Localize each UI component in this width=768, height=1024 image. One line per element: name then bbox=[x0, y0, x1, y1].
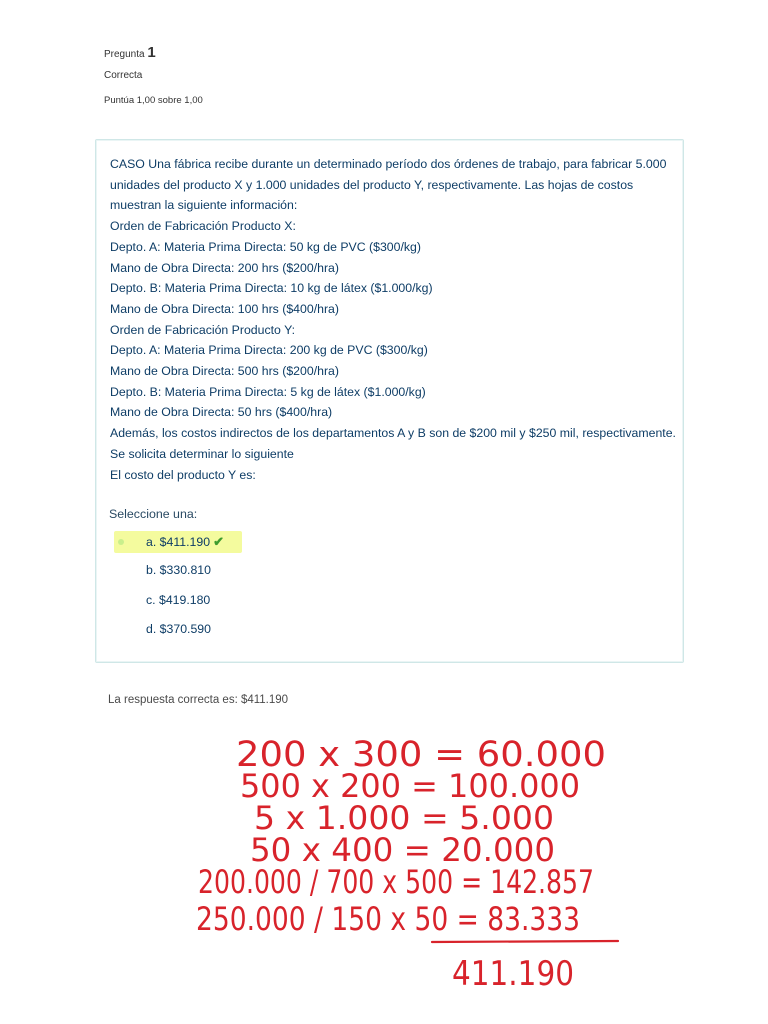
question-line: El costo del producto Y es: bbox=[110, 467, 256, 482]
question-line: Mano de Obra Directa: 50 hrs ($400/hra) bbox=[110, 405, 333, 420]
question-line: CASO Una fábrica recibe durante un determinado período dos órdenes de trabajo, para fabricar 5.000 bbox=[110, 157, 667, 171]
question-line: Depto. B: Materia Prima Directa: 5 kg de látex ($1.000/kg) bbox=[110, 384, 426, 399]
question-label: Pregunta bbox=[104, 49, 145, 60]
question-line: Mano de Obra Directa: 500 hrs ($200/hra) bbox=[110, 364, 339, 379]
question-line: muestran la siguiente información: bbox=[110, 198, 298, 213]
question-line: Mano de Obra Directa: 200 hrs ($200/hra) bbox=[110, 260, 339, 275]
question-line: Orden de Fabricación Producto Y: bbox=[110, 322, 296, 337]
hw-line: 200 x 300 = 60.000 bbox=[236, 735, 606, 775]
hw-line: 250.000 / 150 x 50 = 83.333 bbox=[196, 900, 580, 938]
select-prompt: Seleccione una: bbox=[109, 507, 198, 521]
hw-line: 50 x 400 = 20.000 bbox=[250, 831, 555, 869]
question-line: Depto. A: Materia Prima Directa: 50 kg de PVC ($300/kg) bbox=[110, 239, 421, 254]
question-state: Correcta bbox=[104, 70, 143, 81]
question-line: Depto. A: Materia Prima Directa: 200 kg de PVC ($300/kg) bbox=[110, 343, 428, 358]
option-label: d. $370.590 bbox=[146, 622, 211, 636]
question-number: 1 bbox=[147, 44, 156, 61]
question-line: unidades del producto X y 1.000 unidades del producto Y, respectivamente. Las hojas de costos bbox=[110, 177, 634, 192]
hw-line: 200.000 / 700 x 500 = 142.857 bbox=[198, 863, 594, 901]
sum-line bbox=[432, 941, 618, 942]
option-label: a. $411.190 bbox=[146, 535, 211, 549]
question-line: Mano de Obra Directa: 100 hrs ($400/hra) bbox=[110, 301, 339, 316]
hw-total: 411.190 bbox=[452, 954, 574, 994]
hw-line: 500 x 200 = 100.000 bbox=[240, 767, 580, 805]
correct-answer-feedback: La respuesta correcta es: $411.190 bbox=[108, 694, 289, 706]
question-line: Orden de Fabricación Producto X: bbox=[110, 219, 296, 234]
question-line: Además, los costos indirectos de los departamentos A y B son de $200 mil y $250 mil, respectivamente. bbox=[110, 426, 676, 441]
hw-line: 5 x 1.000 = 5.000 bbox=[254, 799, 554, 837]
question-line: Se solicita determinar lo siguiente bbox=[110, 446, 294, 461]
option-label: c. $419.180 bbox=[146, 593, 211, 607]
question-line: Depto. B: Materia Prima Directa: 10 kg de látex ($1.000/kg) bbox=[110, 281, 433, 296]
check-icon: ✔ bbox=[213, 534, 224, 549]
question-grade: Puntúa 1,00 sobre 1,00 bbox=[104, 95, 203, 106]
option-label: b. $330.810 bbox=[146, 563, 211, 577]
